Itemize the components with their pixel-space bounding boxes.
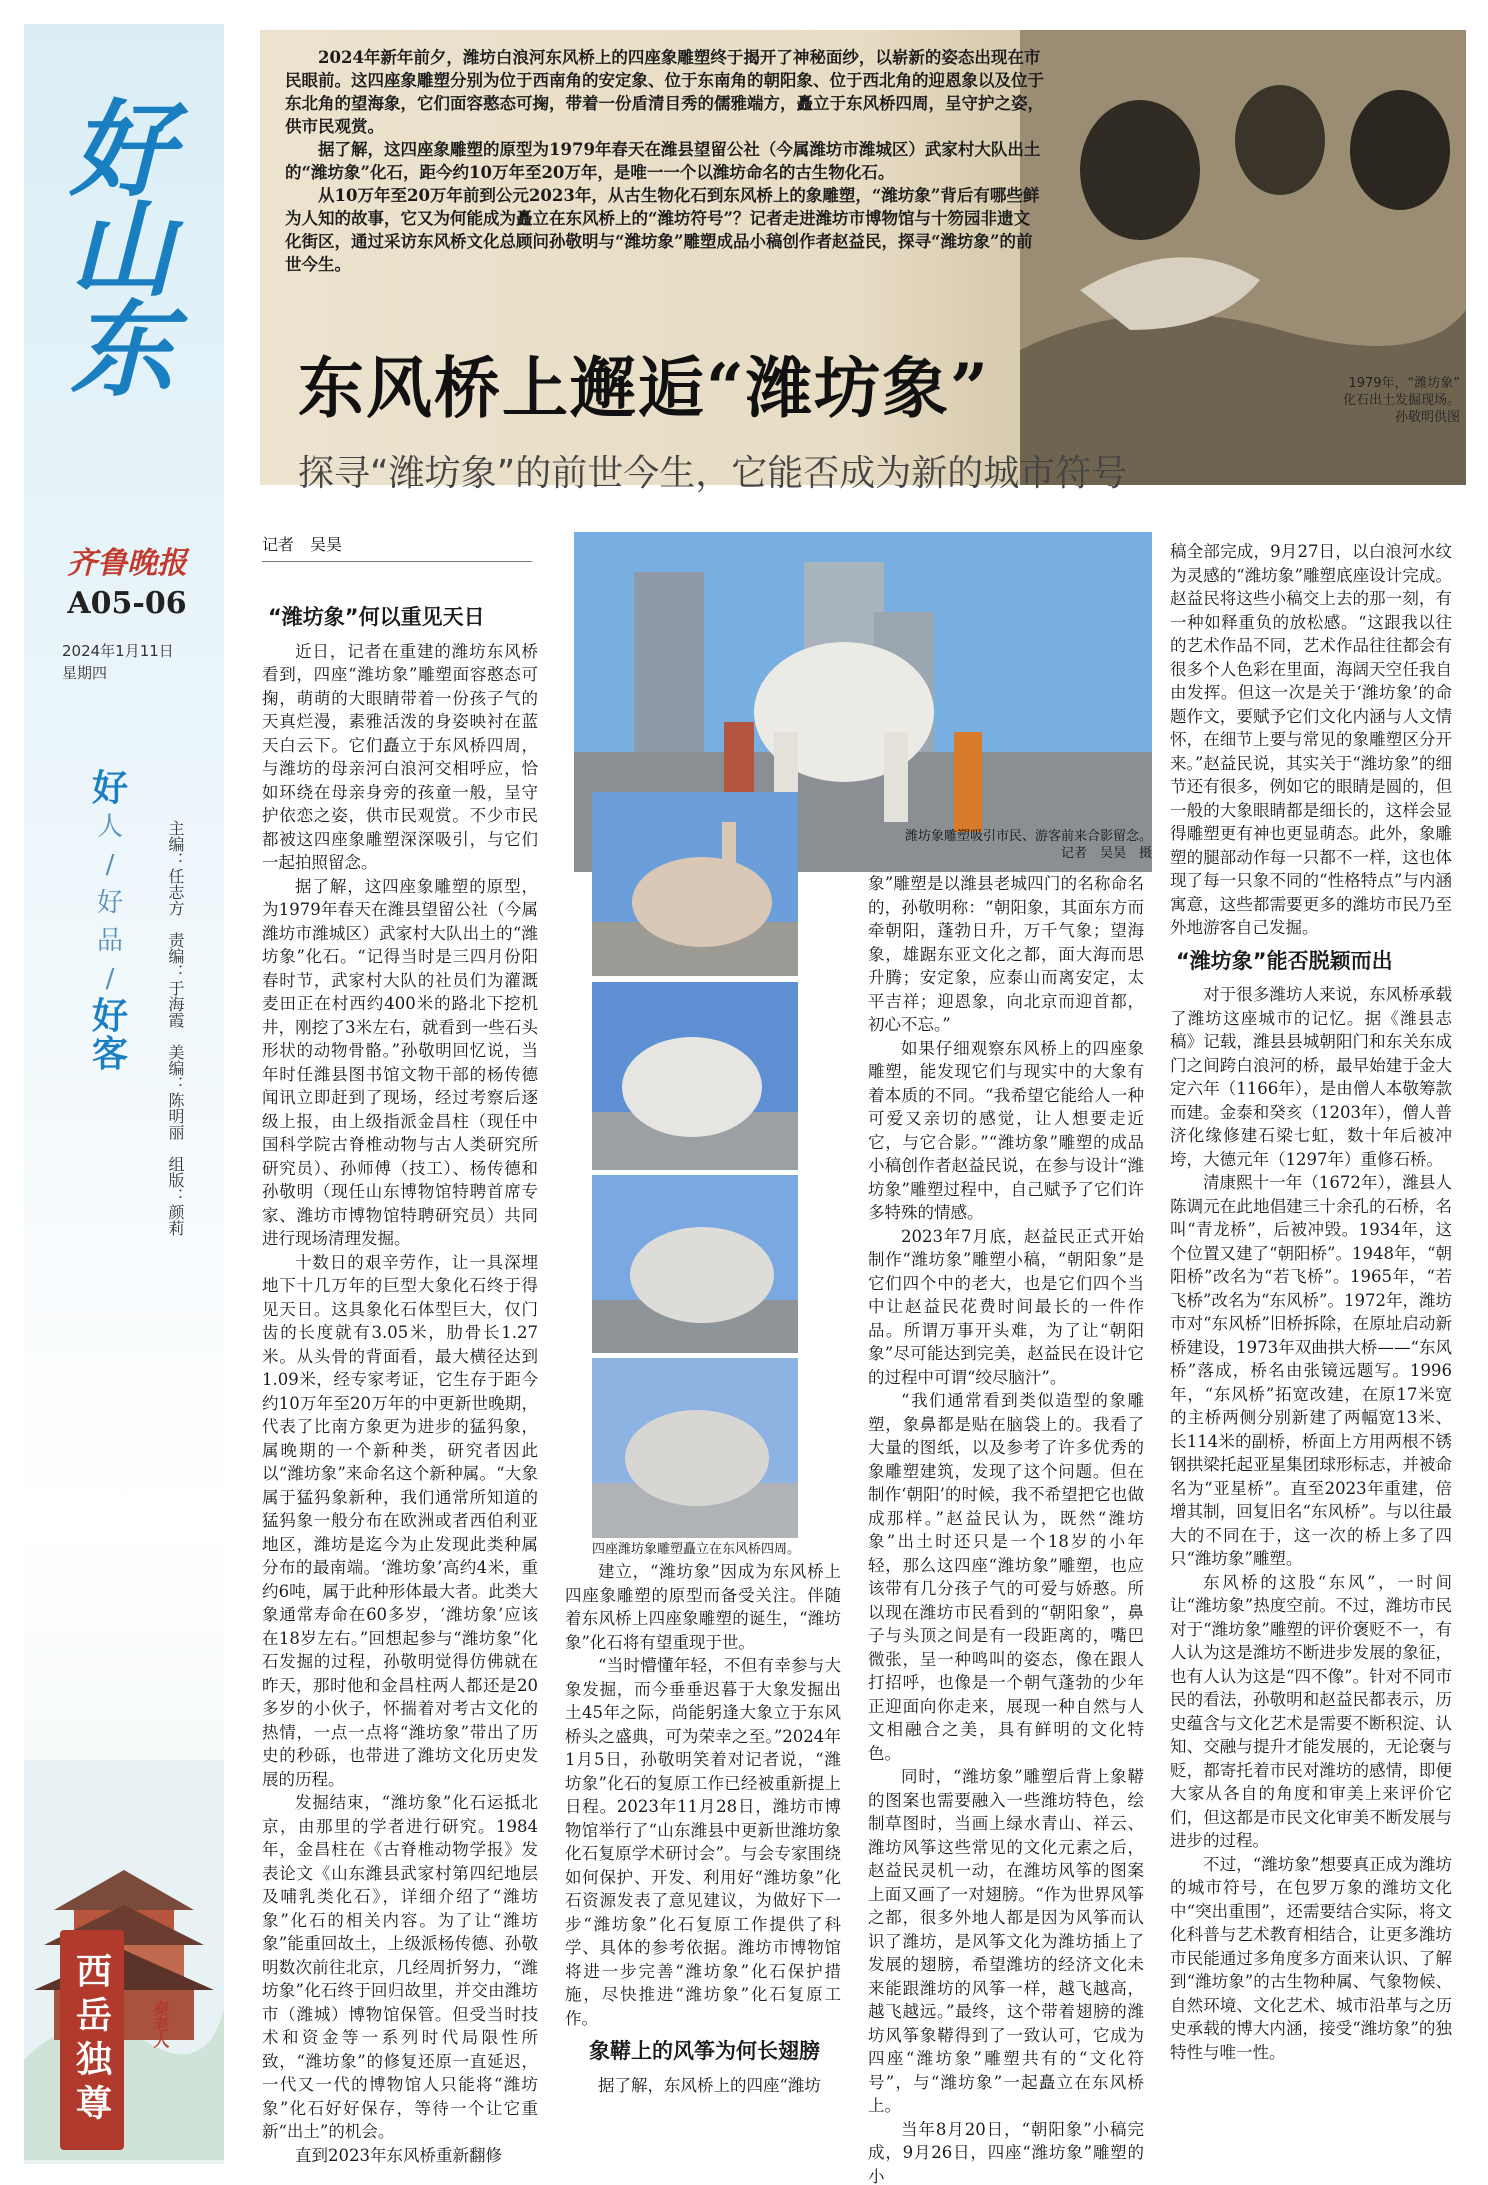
paragraph: 直到2023年东风桥重新翻修 xyxy=(295,2145,502,2165)
elephant-photo xyxy=(592,792,798,976)
four-elephants-caption: 四座潍坊象雕塑矗立在东风桥四周。 xyxy=(592,1542,801,1557)
section-heading: “潍坊象”何以重见天日 xyxy=(268,605,485,629)
paragraph: “当时懵懂年轻，不但有幸参与大象发掘，而今垂垂迟暮于大象发掘出土45年之际，尚能躬逢大象立于东风桥头之盛典，可为荣幸之至。”2024年1月5日，孙敬明笑着对记者说，“潍坊象”化石的复原工作已经被重新提上日程。2023年11月28日，潍坊市博物馆举行了“山东潍县中更新世潍坊象化石复原学术研讨会”。与会专家围绕如何保护、开发、利用好“潍坊象”化石资源发表了意见建议，为做好下一步“潍坊象”化石复原工作提供了科学、具体的参考依据。潍坊市博物馆将进一步完善“潍坊象”化石保护措施，尽快推进“潍坊象”化石复原工作。 xyxy=(565,1656,841,2028)
page-number: A05-06 xyxy=(67,586,187,621)
article-column-1 xyxy=(262,596,538,2167)
intro-paragraph: 从10万年至20万年前到公元2023年，从古生物化石到东风桥上的象雕塑，“潍坊象”背后有哪些鲜为人知的故事，它又为何能成为矗立在东风桥上的“潍坊符号”？记者走进潍坊市博物馆与十笏园非遗文化街区，通过采访东风桥文化总顾问孙敬明与“潍坊象”雕塑成品小稿创作者赵益民，探寻“潍坊象”的前世今生。 xyxy=(285,186,1040,274)
paragraph: 发掘结束，“潍坊象”化石运抵北京，由那里的学者进行研究。1984年，金昌柱在《古脊椎动物学报》发表论文《山东潍县武家村第四纪地层及哺乳类化石》，详细介绍了“潍坊象”化石的相关内容。为了让“潍坊象”能重回故土，上级派杨传德、孙敬明数次前往北京，几经周折努力，“潍坊象”化石终于回归故里，并交由潍坊市（潍城）博物馆保管。但受当时技术和资金等一系列时代局限性所致，“潍坊象”的修复还原一直延迟，一代又一代的博物馆人只能将“潍坊象”化石好好保存，等待一个让它重新“出土”的机会。 xyxy=(262,1793,538,2141)
paragraph: 清康熙十一年（1672年），潍县人陈调元在此地倡建三十余孔的石桥，名叫“青龙桥”，后被冲毁。1934年，这个位置又建了“朝阳桥”。1948年，“朝阳桥”改名为“若飞桥”。1965年，“若飞桥”改名为“东风桥”。1972年，潍坊市对“东风桥”旧桥拆除，在原址启动新桥建设，1973年双曲拱大桥——“东风桥”落成，桥名由张镜远题写。1996年，“东风桥”拓宽改建，在原17米宽的主桥两侧分别新建了两幅宽13米、长114米的副桥，桥面上方用两根不锈钢拱梁托起亚星集团球形标志，并被命名为“亚星桥”。直至2023年重建，倍增其制，回复旧名“东风桥”。与以往最大的不同在于，这一次的桥上多了四只“潍坊象”雕塑。 xyxy=(1170,1173,1452,1568)
paragraph: 十数日的艰辛劳作，让一具深埋地下十几万年的巨型大象化石终于得见天日。这具象化石体型巨大，仅门齿的长度就有3.05米，肋骨长1.27米。从头骨的背面看，最大横径达到1.09米，经专家考证，它生存于距今约10万年至20万年的中更新世晚期，代表了比南方象更为进步的猛犸象，属晚期的一个新种类，研究者因此以“潍坊象”来命名这个新种属。“大象属于猛犸象新种，我们通常所知道的猛犸象一般分布在欧洲或者西伯利亚地区，潍坊是迄今为止发现此类种属分布的最南端。‘潍坊象’高约4米，重约6吨，属于此种形体最大者。此类大象通常寿命在60多岁，‘潍坊象’应该在18岁左右。”回想起参与“潍坊象”化石发掘的过程，孙敬明觉得仿佛就在昨天，那时他和金昌柱两人都还是20多岁的小伙子，怀揣着对考古文化的热情，一点一点将“潍坊象”带出了历史的秒砾，也带进了潍坊文化历史发展的历程。 xyxy=(262,1252,538,1789)
pagoda-illustration xyxy=(24,1760,224,2160)
intro-paragraph: 据了解，这四座象雕塑的原型为1979年春天在潍县望留公社（今属潍坊市潍城区）武家村大队出土的“潍坊象”化石，距今约10万年至20万年，是唯一一个以潍坊命名的古生物化石。 xyxy=(285,140,1041,182)
elephant-photo xyxy=(592,982,798,1170)
paragraph: 据了解，这四座象雕塑的原型，为1979年春天在潍县望留公社（今属潍坊市潍城区）武家村大队出土的“潍坊象”化石。“记得当时是三四月份阳春时节，武家村大队的社员们为灌溉麦田正在村西约400米的路北下挖机井，刚挖了3米左右，就看到一些石头形状的动物骨骼。”孙敬明回忆说，当年时任潍县图书馆文物干部的杨传德闻讯立即赶到了现场，经过考察后逐级上报，由上级指派金昌柱（现任中国科学院古脊椎动物与古人类研究所研究员）、孙师傅（技工）、杨传德和孙敬明（现任山东博物馆特聘首席专家、潍坊市博物馆特聘研究员）共同进行现场清理发掘。 xyxy=(262,876,538,1248)
paragraph: 对于很多潍坊人来说，东风桥承载了潍坊这座城市的记忆。据《潍县志稿》记载，潍县县城朝阳门和东关东成门之间跨白浪河的桥，最早始建于金大定六年（1166年），是由僧人本敬筹款而建。金泰和癸亥（1203年），僧人普济化缘修建石梁七虹，数十年后被冲垮，大德元年（1297年）重修石桥。 xyxy=(1170,985,1452,1169)
article-column-3 xyxy=(868,872,1144,2185)
article-column-2 xyxy=(565,1560,841,2097)
motto-char: 好 xyxy=(96,888,123,918)
paragraph: 建立，“潍坊象”因成为东风桥上四座象雕塑的原型而备受关注。伴随着东风桥上四座象雕塑的诞生，“潍坊象”化石将有望重现于世。 xyxy=(565,1562,841,1652)
issue-date xyxy=(62,640,192,684)
elephant-photo xyxy=(592,1175,798,1353)
intro-paragraph: 2024年新年前夕，潍坊白浪河东风桥上的四座象雕塑终于揭开了神秘面纱，以崭新的姿态出现在市民眼前。这四座象雕塑分别为位于西南角的安定象、位于东南角的朝阳象、位于西北角的迎恩象以及位于东北角的望海象，它们面容憨态可掬，带着一份盾清目秀的儒雅端方，矗立于东风桥四周，呈守护之姿，供市民观赏。 xyxy=(285,48,1044,136)
newspaper-name: 齐鲁晚报 xyxy=(67,546,187,581)
headline: 东风桥上邂逅“潍坊象” xyxy=(298,349,990,427)
seal-stamp: 西岳独尊 xyxy=(60,1930,124,2150)
elephant-photo xyxy=(592,1358,798,1538)
motto-char: 客 xyxy=(91,1034,128,1075)
paragraph: 如果仔细观察东风桥上的四座象雕塑，能发现它们与现实中的大象有着本质的不同。“我希望它能给人一种可爱又亲切的感觉，让人想要走近它，与它合影。”“潍坊象”雕塑的成品小稿创作者赵益民说，在参与设计“潍坊象”雕塑过程中，自己赋予了它们许多特殊的情感。 xyxy=(868,1038,1144,1222)
paragraph: 东风桥的这股“东风”，一时间让“潍坊象”热度空前。不过，潍坊市民对于“潍坊象”雕塑的评价褒贬不一，有人认为这是潍坊不断进步发展的象征，也有人认为这是“四不像”。针对不同市民的看法，孙敬明和赵益民都表示，历史蕴含与文化艺术是需要不断积淀、认知、交融与提升才能发展的，无论褒与贬，都寄托着市民对潍坊的感情，即便大家从各自的角度和审美上来评价它们，但这都是市民文化审美不断发展与进步的过程。 xyxy=(1170,1572,1452,1850)
small-seal: 秦老人 xyxy=(151,2000,170,2048)
main-photo-caption xyxy=(846,828,1152,862)
motto-char: 好 xyxy=(91,996,128,1037)
paragraph: 同时，“潍坊象”雕塑后背上象鞯的图案也需要融入一些潍坊特色，绘制草图时，当画上绿水青山、祥云、潍坊风筝这些常见的文化元素之后，赵益民灵机一动，在潍坊风筝的图案上面又画了一对翅膀。“作为世界风筝之都，很多外地人都是因为风筝而认识了潍坊，是风筝文化为潍坊插上了发展的翅膀，希望潍坊的经济文化未来能跟潍坊的风筝一样，越飞越高，越飞越远。”最终，这个带着翅膀的潍坊风筝象鞯得到了一致认可，它成为四座“潍坊象”雕塑共有的“文化符号”，与“潍坊象”一起矗立在东风桥上。 xyxy=(868,1767,1144,2115)
section-masthead: 好山东 xyxy=(69,88,174,411)
excavation-photo-caption xyxy=(1300,375,1460,426)
motto-char: 品 xyxy=(96,926,123,956)
paragraph: 象”雕塑是以潍县老城四门的名称命名的，孙敬明称：“朝阳象，其面东方而牵朝阳，蓬勃日升，万千气象；望海象，雄踞东亚文化之都，面大海而思升腾；安定象，应泰山而离安定，太平吉祥；迎恩象，向北京而迎首都，初心不忘。” xyxy=(868,874,1144,1034)
date-text: 2024年1月11日 xyxy=(62,642,174,660)
paragraph: 稿全部完成，9月27日，以白浪河水纹为灵感的“潍坊象”雕塑底座设计完成。赵益民将这些小稿交上去的那一刻，有一种如释重负的放松感。“这跟我以往的艺术作品不同，艺术作品往往都会有很多个人色彩在里面，海阔天空任我自由发挥。但这一次是关于‘潍坊象’的命题作文，要赋予它们文化内涵与人文情怀，在细节上要与常见的象雕塑区分开来。”赵益民说，其实关于“潍坊象”的细节还有很多，例如它的眼睛是圆的，但一般的大象眼睛都是细长的，这样会显得雕塑更有神也更显萌态。此外，象雕塑的腿部动作每一只都不一样，这也体现了每一只象不同的“性格特点”与内涵寓意，这些都需要更多的潍坊市民乃至外地游客自己发掘。 xyxy=(1170,542,1452,937)
paragraph: “我们通常看到类似造型的象雕塑，象鼻都是贴在脑袋上的。我看了大量的图纸，以及参考了许多优秀的象雕塑建筑，发现了这个问题。但在制作‘朝阳’的时候，我不希望把它也做成那样。”赵益民认为，既然“潍坊象”出土时还只是一个18岁的小年轻，那么这四座“潍坊象”雕塑，也应该带有几分孩子气的可爱与娇憨。所以现在潍坊市民看到的“朝阳象”，鼻子与头顶之间是有一段距离的，嘴巴微张，呈一种鸣叫的姿态，像在跟人打招呼，也像是一个朝气蓬勃的少年正迎面向你走来，展现一种自然与人文相融合之美，具有鲜明的文化特色。 xyxy=(868,1391,1144,1763)
byline: 记者 吴昊 xyxy=(262,532,532,562)
motto-char: 好 xyxy=(91,768,128,809)
paragraph: 2023年7月底，赵益民正式开始制作“潍坊象”雕塑小稿，“朝阳象”是它们四个中的老大，也是它们四个当中让赵益民花费时间最长的一件作品。所谓万事开头难，为了让“朝阳象”尽可能达到完美，赵益民在设计它的过程中可谓“绞尽脑汁”。 xyxy=(868,1226,1144,1387)
caption-line: 潍坊象雕塑吸引市民、游客前来合影留念。 xyxy=(904,829,1152,844)
editor-credits: 主编：任志方 责编：于海霞 美编：陈明丽 组版：颜莉 xyxy=(166,820,185,1236)
caption-line: 记者 吴昊 摄 xyxy=(1060,846,1152,861)
motto-char: 人 xyxy=(96,812,123,842)
article-column-4 xyxy=(1170,540,1452,2064)
paragraph: 当年8月20日，“朝阳象”小稿完成，9月26日，四座“潍坊象”雕塑的小 xyxy=(868,2119,1144,2185)
subheadline: 探寻“潍坊象”的前世今生，它能否成为新的城市符号 xyxy=(298,453,1128,494)
section-motto xyxy=(90,770,130,1074)
caption-line: 1979年，“潍坊象” xyxy=(1348,376,1460,391)
motto-char: / xyxy=(105,850,115,880)
section-heading: 象鞯上的风筝为何长翅膀 xyxy=(589,2039,820,2063)
paragraph: 据了解，东风桥上的四座“潍坊 xyxy=(598,2075,821,2095)
paragraph: 不过，“潍坊象”想要真正成为潍坊的城市符号，在包罗万象的潍坊文化中“突出重围”，还需要结合实际，将文化科普与艺术教育相结合，让更多潍坊市民能通过多角度多方面来认识、了解到“潍坊象”的古生物种属、气象物候、自然环境、文化艺术、城市沿革与之历史承载的博大内涵，接受“潍坊象”的独特性与唯一性。 xyxy=(1170,1854,1452,2062)
caption-line: 化石出土发掘现场。 xyxy=(1342,393,1460,408)
section-heading: “潍坊象”能否脱颖而出 xyxy=(1176,948,1393,973)
motto-char: / xyxy=(105,964,115,994)
caption-line: 孙敬明供图 xyxy=(1394,410,1460,425)
weekday-text: 星期四 xyxy=(62,664,108,682)
paragraph: 近日，记者在重建的潍坊东风桥看到，四座“潍坊象”雕塑面容憨态可掬，萌萌的大眼睛带着一份孩子气的天真烂漫，素雅活泼的身姿映衬在蓝天白云下。它们矗立于东风桥四周，与潍坊的母亲河白浪河交相呼应，恰如环绕在母亲身旁的孩童一般，呈守护依恋之姿，供市民观赏。不少市民都被这四座象雕塑深深吸引，与它们一起拍照留念。 xyxy=(262,641,538,872)
intro-text xyxy=(285,46,1045,276)
